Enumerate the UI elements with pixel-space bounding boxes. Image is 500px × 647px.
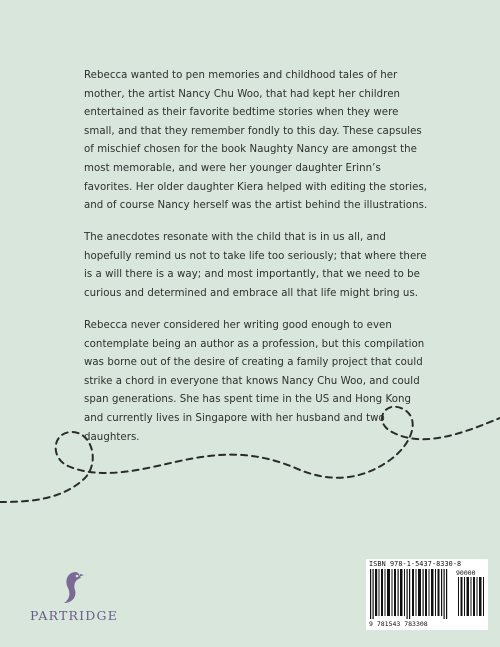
paragraph-anecdotes: The anecdotes resonate with the child that is in us all, and hopefully remind us not to take life too seriously; that where there is a will there is a way; and most importantly, that we need to be curious and determined and embrace all that life might bring us. <box>84 232 427 299</box>
partridge-bird-icon <box>58 568 88 606</box>
isbn-barcode <box>366 559 488 630</box>
price-code: 90000 <box>456 569 476 577</box>
publisher-logo-block <box>26 568 122 628</box>
publisher-name: PARTRIDGE <box>29 608 119 623</box>
barcode-digits: 9 781543 783308 <box>369 620 428 628</box>
paragraph-author-bio: Rebecca never considered her writing good enough to even contemplate being an author as a profession, but this compilation was borne out of the desire of creating a family project that could strike a chord in everyone that knows Nancy Chu Woo, and could span generations. She has spent time in the US and Hong Kong and currently lives in Singapore with her husband and two daughters. <box>84 320 425 443</box>
isbn-number: ISBN 978-1-5437-8330-8 <box>369 560 462 568</box>
paragraph-about-book: Rebecca wanted to pen memories and childhood tales of her mother, the artist Nancy Chu Woo, that had kept her children entertained as their favorite bedtime stories when they were small, and that they remember fondly to this day. These capsules of mischief chosen for the book Naughty Nancy are amongst the most memorable, and were her younger daughter Erinn’s favorites. Her older daughter Kiera helped with editing the stories, and of course Nancy herself was the artist behind the illustrations. <box>84 70 428 212</box>
